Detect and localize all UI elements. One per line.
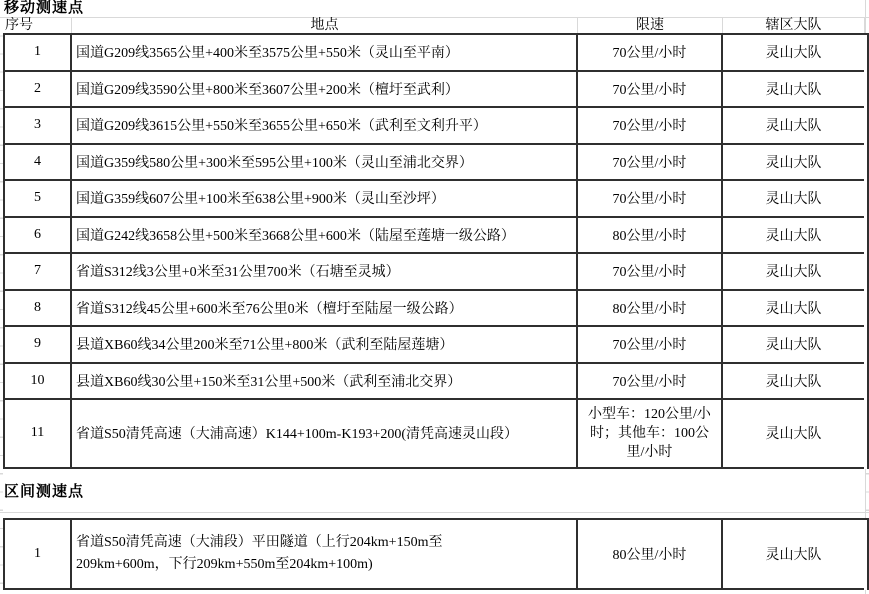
cell-no: 7 bbox=[5, 254, 72, 291]
cell-brigade: 灵山大队 bbox=[723, 35, 864, 72]
cell-brigade: 灵山大队 bbox=[723, 108, 864, 145]
column-header-brigade: 辖区大队 bbox=[723, 17, 865, 33]
cell-location: 省道S312线45公里+600米至76公里0米（檀圩至陆屋一级公路） bbox=[72, 291, 578, 328]
section-title-mobile: 移动测速点 bbox=[4, 0, 85, 16]
table-header-row bbox=[3, 17, 865, 33]
cell-brigade: 灵山大队 bbox=[723, 145, 864, 182]
cell-brigade: 灵山大队 bbox=[723, 364, 864, 401]
cell-brigade: 灵山大队 bbox=[723, 520, 864, 590]
cell-no: 2 bbox=[5, 72, 72, 109]
column-header-location: 地点 bbox=[72, 17, 578, 33]
cell-location: 国道G209线3590公里+800米至3607公里+200米（檀圩至武利） bbox=[72, 72, 578, 109]
section-title-interval: 区间测速点 bbox=[4, 483, 85, 500]
cell-limit: 70公里/小时 bbox=[578, 364, 723, 401]
cell-no: 10 bbox=[5, 364, 72, 401]
cell-limit: 70公里/小时 bbox=[578, 327, 723, 364]
cell-location: 国道G359线607公里+100米至638公里+900米（灵山至沙坪） bbox=[72, 181, 578, 218]
cell-no: 1 bbox=[5, 520, 72, 590]
mobile-speed-table bbox=[3, 33, 869, 469]
cell-limit: 80公里/小时 bbox=[578, 218, 723, 255]
cell-brigade: 灵山大队 bbox=[723, 327, 864, 364]
cell-limit: 小型车：120公里/小时；其他车：100公里/小时 bbox=[578, 400, 723, 469]
section-gap bbox=[0, 469, 869, 519]
cell-location: 国道G359线580公里+300米至595公里+100米（灵山至浦北交界） bbox=[72, 145, 578, 182]
cell-limit: 80公里/小时 bbox=[578, 291, 723, 328]
cell-location-text: 省道S50清凭高速（大浦段）平田隧道（上行204km+150m至209km+600m，下行209km+550m至204km+100m) bbox=[76, 535, 443, 572]
cell-brigade: 灵山大队 bbox=[723, 72, 864, 109]
cell-location: 县道XB60线30公里+150米至31公里+500米（武利至浦北交界） bbox=[72, 364, 578, 401]
cell-limit: 70公里/小时 bbox=[578, 35, 723, 72]
cell-no: 9 bbox=[5, 327, 72, 364]
cell-limit: 70公里/小时 bbox=[578, 181, 723, 218]
cell-no: 1 bbox=[5, 35, 72, 72]
cell-limit: 70公里/小时 bbox=[578, 254, 723, 291]
cell-location: 国道G242线3658公里+500米至3668公里+600米（陆屋至莲塘一级公路） bbox=[72, 218, 578, 255]
cell-limit: 70公里/小时 bbox=[578, 145, 723, 182]
cell-no: 8 bbox=[5, 291, 72, 328]
cell-brigade: 灵山大队 bbox=[723, 400, 864, 469]
cell-no: 3 bbox=[5, 108, 72, 145]
cell-limit: 70公里/小时 bbox=[578, 72, 723, 109]
cell-no: 6 bbox=[5, 218, 72, 255]
interval-speed-table bbox=[3, 518, 869, 590]
cell-brigade: 灵山大队 bbox=[723, 291, 864, 328]
column-header-no: 序号 bbox=[3, 17, 72, 33]
cell-brigade: 灵山大队 bbox=[723, 254, 864, 291]
cell-no: 11 bbox=[5, 400, 72, 469]
cell-location: 国道G209线3565公里+400米至3575公里+550米（灵山至平南） bbox=[72, 35, 578, 72]
cell-limit: 70公里/小时 bbox=[578, 108, 723, 145]
cell-location: 省道S312线3公里+0米至31公里700米（石塘至灵城） bbox=[72, 254, 578, 291]
cell-location: 县道XB60线34公里200米至71公里+800米（武利至陆屋莲塘） bbox=[72, 327, 578, 364]
cell-brigade: 灵山大队 bbox=[723, 181, 864, 218]
cell-no: 4 bbox=[5, 145, 72, 182]
cell-location bbox=[72, 520, 578, 590]
cell-limit: 80公里/小时 bbox=[578, 520, 723, 590]
cell-location: 省道S50清凭高速（大浦高速）K144+100m-K193+200(清凭高速灵山段） bbox=[72, 400, 578, 469]
cell-brigade: 灵山大队 bbox=[723, 218, 864, 255]
cell-location: 国道G209线3615公里+550米至3655公里+650米（武利至文利升平） bbox=[72, 108, 578, 145]
cell-no: 5 bbox=[5, 181, 72, 218]
column-header-limit: 限速 bbox=[578, 17, 723, 33]
